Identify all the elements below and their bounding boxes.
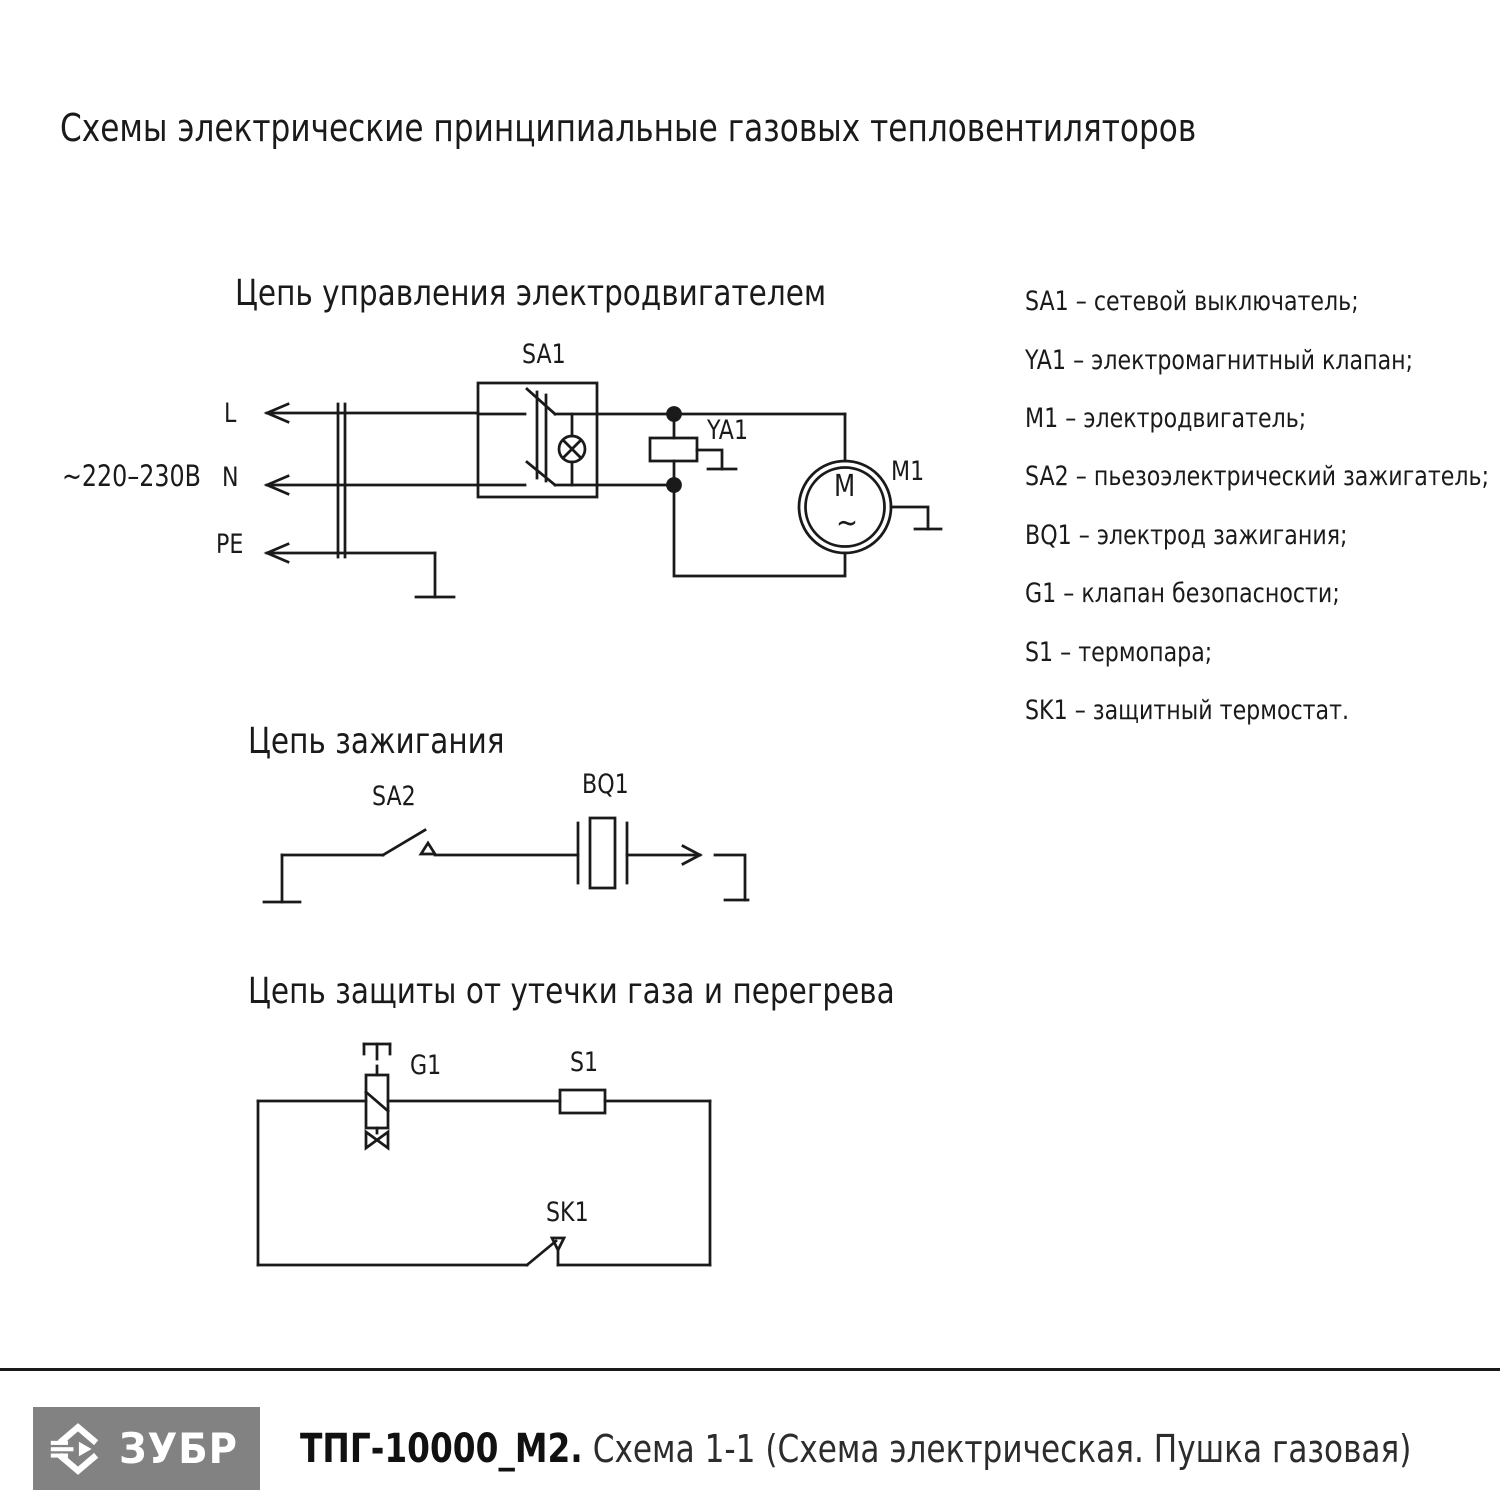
s1-thermocouple-symbol — [560, 1090, 605, 1113]
legend-item-sk1: SK1 – защитный термостат. — [1025, 695, 1350, 726]
m1-ground-symbol — [891, 507, 941, 529]
s1-label: S1 — [570, 1047, 599, 1078]
motor-ac-symbol: ~ — [836, 503, 858, 541]
control-circuit-heading: Цепь управления электродвигателем — [235, 273, 827, 314]
zubr-brand-icon — [49, 1423, 107, 1475]
motor-letter: M — [834, 469, 856, 504]
mains-connector — [338, 404, 345, 557]
g1-label: G1 — [410, 1050, 442, 1081]
model-code: ТПГ-10000_М2. — [300, 1426, 583, 1472]
legend-item-sa2: SA2 – пьезоэлектрический зажигатель; — [1025, 461, 1490, 492]
sa2-switch-symbol — [383, 830, 435, 855]
pe-ground-symbol — [416, 553, 454, 597]
bq1-piezo-symbol — [578, 818, 627, 888]
ya1-label: YA1 — [707, 415, 749, 446]
ya1-ground-symbol — [697, 450, 736, 469]
page-title: Схемы электрические принципиальные газовых тепловентиляторов — [60, 106, 1197, 150]
sa2-label: SA2 — [372, 781, 416, 812]
legend-item-g1: G1 – клапан безопасности; — [1025, 578, 1340, 609]
zubr-logo-text: ЗУБР — [119, 1423, 239, 1473]
wire-pe-arrow — [267, 544, 435, 562]
legend-item-m1: M1 – электродвигатель; — [1025, 403, 1307, 434]
legend-item-s1: S1 – термопара; — [1025, 637, 1213, 668]
sa1-label: SA1 — [522, 339, 566, 370]
wire-n-label: N — [222, 462, 239, 493]
zubr-logo — [33, 1407, 260, 1490]
wire-l-arrow — [267, 404, 478, 422]
ignition-circuit-heading: Цепь зажигания — [248, 721, 505, 762]
legend-item-bq1: BQ1 – электрод зажигания; — [1025, 520, 1348, 551]
wire-l-label: L — [224, 398, 237, 429]
wire-pe-label: PE — [216, 529, 244, 560]
g1-valve-symbol — [364, 1044, 390, 1148]
legend-item-sa1: SA1 – сетевой выключатель; — [1025, 286, 1359, 317]
switch-lamp-icon — [559, 414, 585, 485]
footer-divider — [0, 1368, 1500, 1371]
sk1-thermostat-symbol — [527, 1238, 564, 1265]
voltage-label: ~220–230В — [62, 459, 201, 493]
wire-n-arrow — [267, 476, 478, 494]
scheme-caption: Схема 1-1 (Схема электрическая. Пушка газовая) — [592, 1427, 1412, 1471]
ignition-ground-left — [264, 855, 300, 902]
sk1-label: SK1 — [546, 1197, 589, 1228]
protection-circuit-schematic — [258, 1044, 710, 1265]
footer-caption-line — [300, 1426, 1412, 1472]
sa1-switch-symbol — [478, 383, 845, 497]
ignition-circuit-schematic — [264, 818, 748, 902]
ignition-ground-right — [715, 855, 748, 900]
bq1-label: BQ1 — [582, 769, 629, 800]
protection-circuit-heading: Цепь защиты от утечки газа и перегрева — [248, 971, 895, 1012]
m1-label: M1 — [891, 456, 925, 487]
legend-item-ya1: YA1 – электромагнитный клапан; — [1025, 345, 1414, 376]
